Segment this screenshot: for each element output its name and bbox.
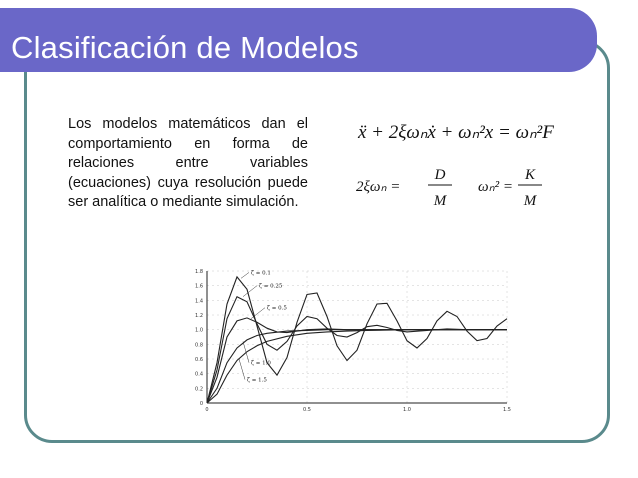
- chart-series-label: ζ = 1.5: [247, 377, 267, 384]
- chart-y-tick-label: 0.8: [195, 342, 203, 349]
- chart-y-tick-label: 1.4: [195, 298, 203, 305]
- equation-line-1: ẍ + 2ξωₙẋ + ωₙ²x = ωₙ²F: [358, 122, 554, 143]
- chart-y-tick-label: 0.2: [195, 386, 203, 393]
- chart-y-tick-label: 0.4: [195, 371, 203, 378]
- chart-x-tick-label: 1.5: [503, 407, 511, 413]
- chart-series-label: ζ = 0.5: [267, 305, 287, 312]
- chart-y-tick-label: 1.6: [195, 283, 203, 290]
- chart-series-label-leader: [239, 359, 245, 380]
- equation-2b-lhs: ωₙ² =: [478, 179, 513, 195]
- equation-2a-lhs: 2ξωₙ =: [356, 179, 401, 195]
- chart-series-label: ζ = 0.1: [251, 270, 271, 277]
- chart-tick-labels: [195, 269, 511, 413]
- chart-y-tick-label: 1.0: [195, 327, 203, 334]
- chart-series-label-leader: [243, 341, 249, 362]
- chart-series-label: ζ = 0.25: [259, 283, 283, 290]
- chart-y-tick-label: 0.6: [195, 357, 203, 363]
- chart-y-tick-label: 0: [199, 401, 203, 407]
- chart-y-tick-label: 1.2: [195, 313, 203, 319]
- title-bar: [0, 8, 597, 72]
- equation-2a-numerator: D: [434, 167, 446, 183]
- equations-svg: [350, 108, 590, 218]
- chart-series-label: ζ = 1.0: [251, 360, 271, 367]
- equations: [350, 108, 590, 218]
- equation-2b-denominator: M: [523, 193, 537, 209]
- equation-2a-denominator: M: [433, 193, 447, 209]
- slide-title: Clasificación de Modelos: [11, 30, 359, 65]
- chart-series-line: [207, 277, 507, 403]
- body-paragraph: Los modelos matemáticos dan el comportamiento en forma de relaciones entre variables (ecuaciones) cuya resolución puede ser analítica o mediante simulación.: [68, 116, 308, 210]
- chart-series-label-leader: [241, 272, 249, 278]
- chart-x-tick-label: 1.0: [403, 407, 411, 413]
- chart-svg: [185, 265, 515, 415]
- equation-2b-numerator: K: [524, 167, 536, 183]
- chart-x-tick-label: 0.5: [303, 407, 311, 413]
- step-response-chart: [185, 265, 515, 415]
- chart-y-tick-label: 1.8: [195, 269, 203, 275]
- chart-series: [207, 277, 507, 403]
- chart-x-tick-label: 0: [205, 407, 209, 413]
- chart-series-labels: [239, 270, 287, 383]
